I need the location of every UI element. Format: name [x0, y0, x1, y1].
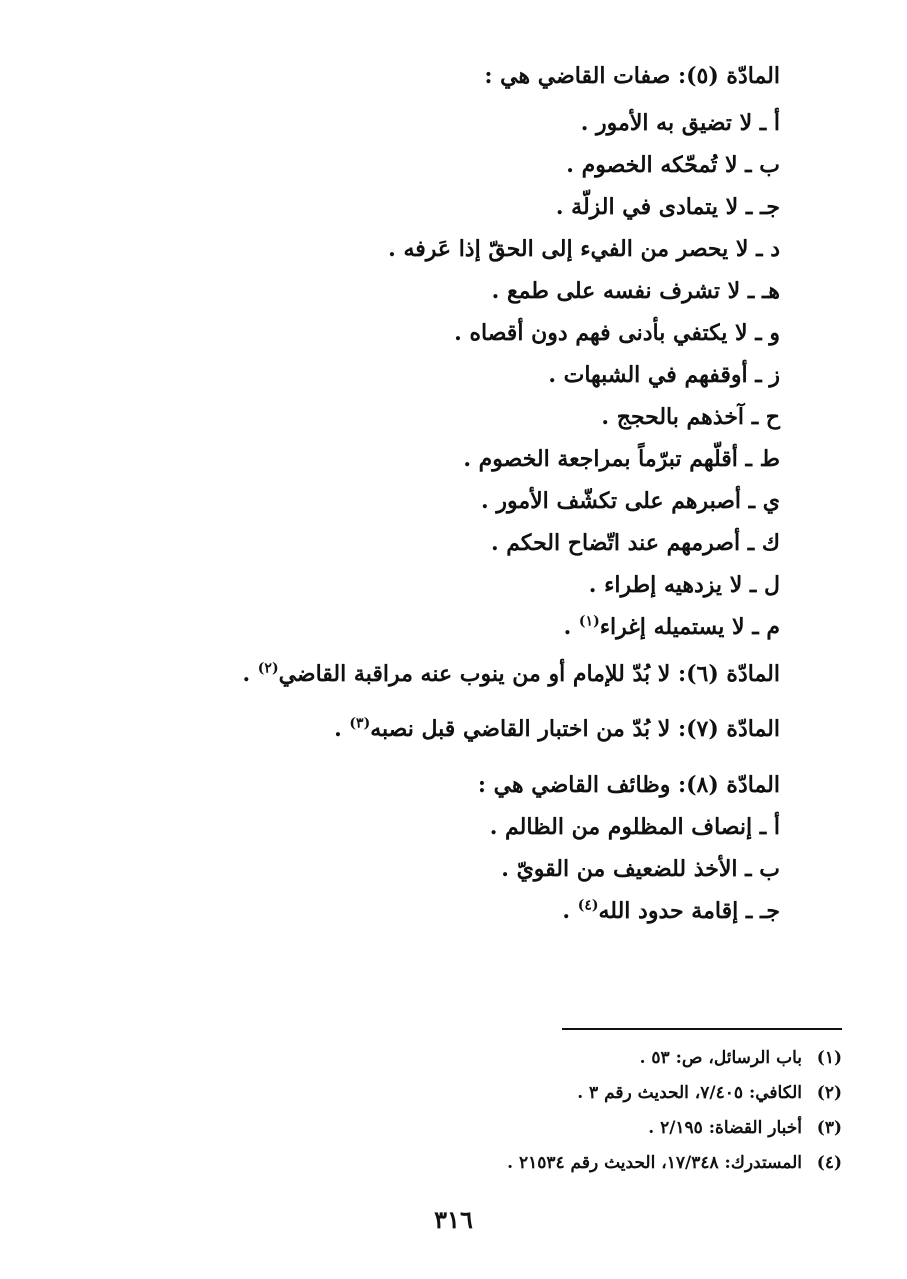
article-8-item: أ ـ إنصاف المظلوم من الظالم .	[489, 814, 780, 840]
article-8-heading-line	[478, 765, 780, 805]
footnote-text: باب الرسائل، ص: ٥٣ .	[639, 1048, 802, 1068]
article-5-item: ز ـ أوقفهم في الشبهات .	[548, 362, 780, 388]
footnote-number: (٤)	[816, 1153, 842, 1173]
page-number: ٣١٦	[434, 1205, 473, 1234]
article-5-item: ك ـ أصرمهم عند اتّضاح الحكم .	[490, 530, 780, 556]
article-7-heading: المادّة (٧):	[678, 716, 780, 742]
footnote-text: الكافي: ٧/٤٠٥، الحديث رقم ٣ .	[577, 1083, 802, 1103]
article-8-last-item-end: .	[562, 898, 578, 924]
article-5-item: و ـ لا يكتفي بأدنى فهم دون أقصاه .	[454, 320, 780, 346]
article-5-item: م ـ لا يستميله إغراء	[599, 614, 780, 640]
article-5-heading: المادّة (٥):	[678, 63, 780, 89]
article-8-item: جـ ـ إقامة حدود الله	[598, 898, 780, 924]
footnote-ref-1[interactable]: (١)	[578, 613, 600, 630]
article-5-item: ل ـ لا يزدهيه إطراء .	[588, 572, 780, 598]
footnote-ref-3[interactable]: (٣)	[349, 715, 371, 732]
article-5-last-item-end: .	[563, 614, 579, 640]
article-7-line	[334, 709, 780, 749]
article-8-heading: المادّة (٨):	[678, 772, 780, 798]
article-6-heading: المادّة (٦):	[678, 661, 780, 687]
article-5-item: ط ـ أقلّهم تبرّماً بمراجعة الخصوم .	[463, 446, 780, 472]
article-5-item: د ـ لا يحصر من الفيء إلى الحقّ إذا عَرفه .	[388, 236, 780, 262]
footnote-number: (٣)	[816, 1118, 842, 1138]
footnote-text: المستدرك: ١٧/٣٤٨، الحديث رقم ٢١٥٣٤ .	[507, 1153, 802, 1173]
footnote-2	[577, 1078, 842, 1108]
footnote-number: (٢)	[816, 1083, 842, 1103]
article-8-item: ب ـ الأخذ للضعيف من القويّ .	[501, 856, 780, 882]
footnote-4	[507, 1148, 842, 1178]
article-5-last-item-line	[564, 607, 780, 647]
article-6-text: لا بُدّ للإمام أو من ينوب عنه مراقبة القاضي	[278, 661, 671, 687]
article-7-end: .	[334, 716, 350, 742]
footnote-3	[648, 1113, 842, 1143]
article-8-last-item-line	[562, 891, 780, 931]
article-5-item: ح ـ آخذهم بالحجج .	[601, 404, 780, 430]
footnote-number: (١)	[816, 1048, 842, 1068]
article-5-item: ي ـ أصبرهم على تكشّف الأمور .	[481, 488, 780, 514]
footnote-1	[640, 1043, 842, 1073]
article-5-heading-line	[484, 56, 780, 96]
article-7-text: لا بُدّ من اختبار القاضي قبل نصبه	[370, 716, 671, 742]
article-5-item: أ ـ لا تضيق به الأمور .	[580, 110, 780, 136]
article-5-item: هـ ـ لا تشرف نفسه على طمع .	[491, 278, 780, 304]
article-6-line	[242, 654, 780, 694]
article-8-intro: وظائف القاضي هي :	[477, 772, 671, 798]
article-5-intro: صفات القاضي هي :	[484, 63, 671, 89]
footnote-divider	[562, 1028, 842, 1030]
footnote-text: أخبار القضاة: ٢/١٩٥ .	[648, 1118, 802, 1138]
article-5-item: ب ـ لا تُمحّكه الخصوم .	[566, 152, 780, 178]
article-5-item: جـ ـ لا يتمادى في الزلّة .	[555, 194, 780, 220]
footnote-ref-4[interactable]: (٤)	[577, 897, 599, 914]
article-6-end: .	[242, 661, 258, 687]
footnote-ref-2[interactable]: (٢)	[257, 660, 279, 677]
